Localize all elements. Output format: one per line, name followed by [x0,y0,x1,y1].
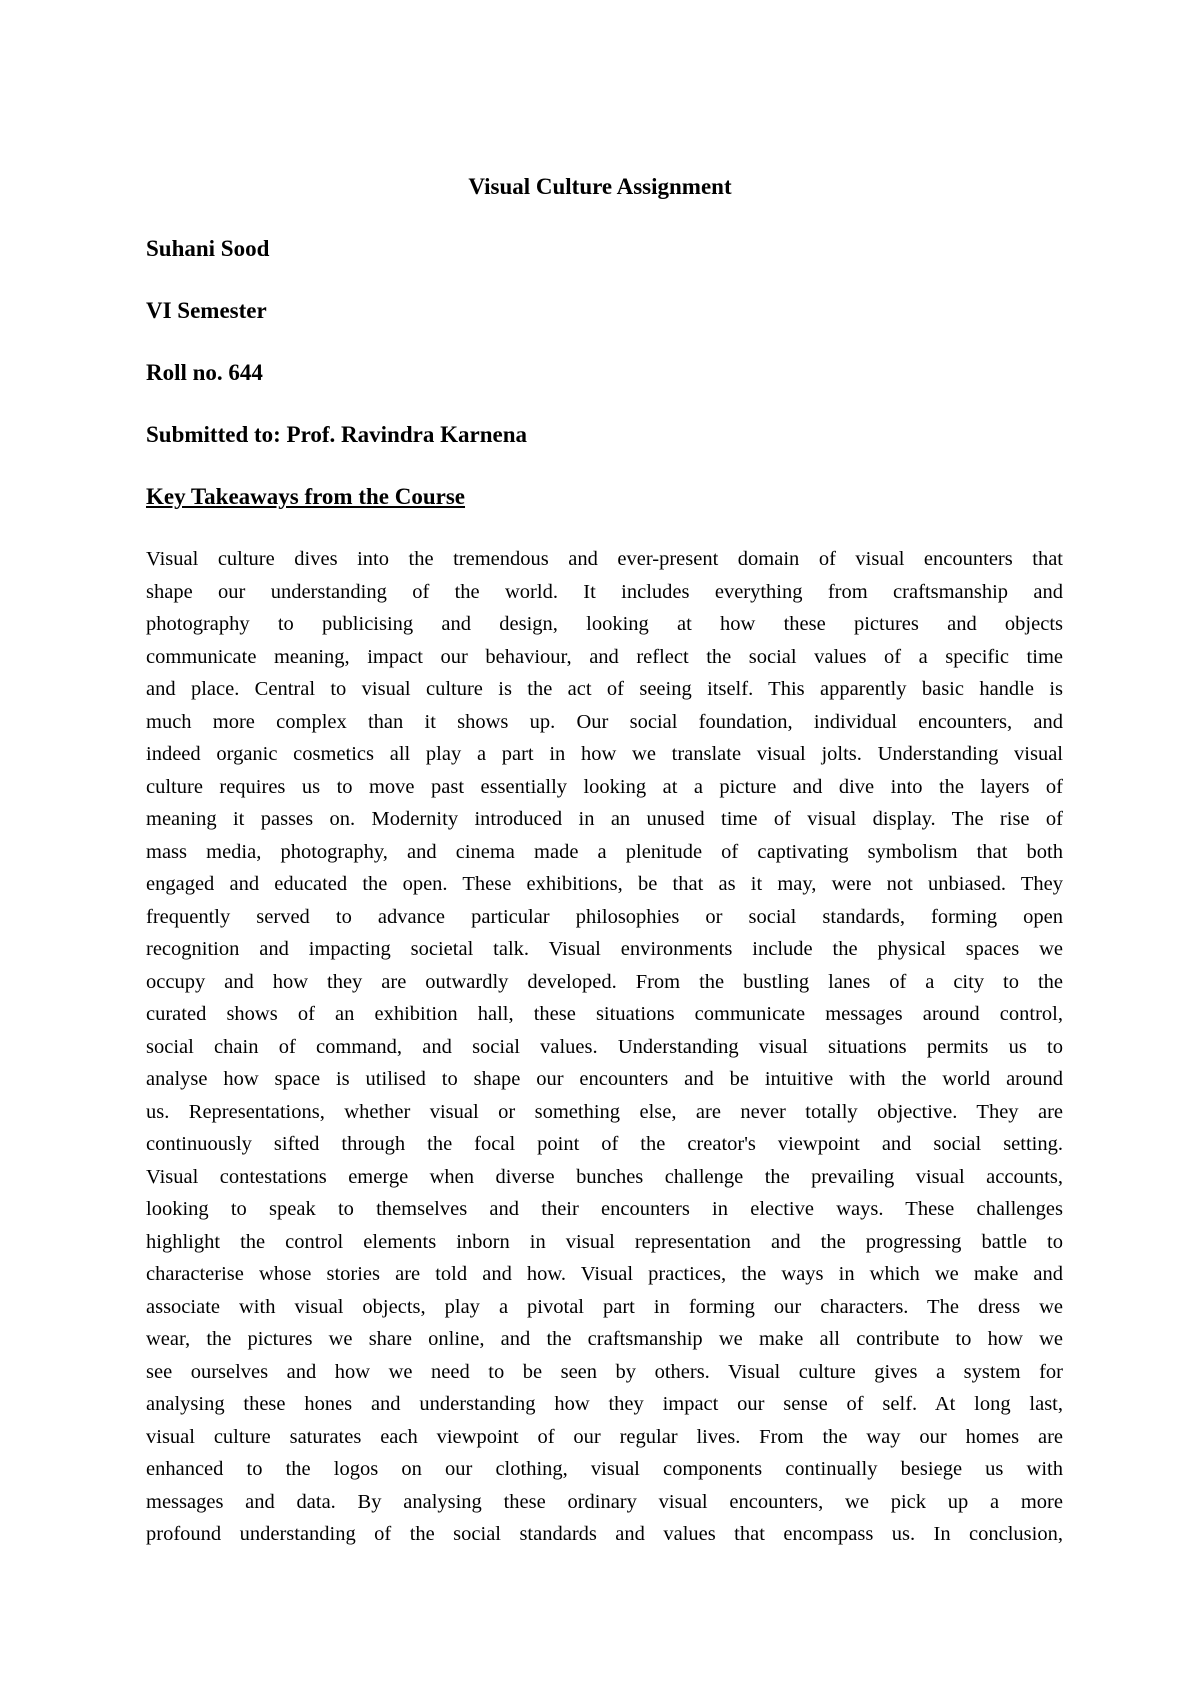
body-line: occupy and how they are outwardly developed. From the bustling lanes of a city to the [146,970,1063,993]
body-line: indeed organic cosmetics all play a part in how we translate visual jolts. Understanding visual [146,743,1063,765]
document-title: Visual Culture Assignment [468,174,732,199]
body-line: associate with visual objects, play a pivotal part in forming our characters. The dress we [146,1295,1063,1318]
body-line: mass media, photography, and cinema made a plenitude of captivating symbolism that both [146,840,1063,863]
section-heading: Key Takeaways from the Course [146,484,466,509]
body-line: recognition and impacting societal talk. Visual environments include the physical spaces we [146,938,1063,960]
body-line: wear, the pictures we share online, and the craftsmanship we make all contribute to how we [146,1328,1063,1350]
body-line: and place. Central to visual culture is the act of seeing itself. This apparently basic handle is [146,678,1063,700]
body-line: visual culture saturates each viewpoint of our regular lives. From the way our homes are [146,1425,1063,1448]
body-line: characterise whose stories are told and how. Visual practices, the ways in which we make and [146,1263,1063,1285]
submitted-to: Submitted to: Prof. Ravindra Karnena [146,422,527,447]
semester: VI Semester [146,298,267,323]
body-line: see ourselves and how we need to be seen by others. Visual culture gives a system for [146,1360,1063,1383]
body-line: engaged and educated the open. These exhibitions, be that as it may, were not unbiased. They [146,873,1063,895]
body-line: analysing these hones and understanding how they impact our sense of self. At long last, [146,1393,1063,1415]
body-line: communicate meaning, impact our behaviour, and reflect the social values of a specific time [146,645,1063,668]
body-line: much more complex than it shows up. Our social foundation, individual encounters, and [146,710,1063,733]
body-line: us. Representations, whether visual or something else, are never totally objective. They are [146,1100,1063,1123]
roll-number: Roll no. 644 [146,360,263,385]
body-line: looking to speak to themselves and their encounters in elective ways. These challenges [146,1198,1063,1220]
body-line: profound understanding of the social standards and values that encompass us. In conclusion, [146,1523,1063,1545]
body-line: messages and data. By analysing these ordinary visual encounters, we pick up a more [146,1490,1063,1513]
body-line: analyse how space is utilised to shape our encounters and be intuitive with the world around [146,1068,1063,1090]
body-line: Visual culture dives into the tremendous and ever-present domain of visual encounters that [146,548,1063,570]
body-line: culture requires us to move past essentially looking at a picture and dive into the layers of [146,775,1063,798]
body-line: social chain of command, and social values. Understanding visual situations permits us to [146,1035,1063,1058]
body-line: continuously sifted through the focal point of the creator's viewpoint and social setting. [146,1133,1063,1155]
body-line: meaning it passes on. Modernity introduced in an unused time of visual display. The rise of [146,808,1063,830]
body-line: shape our understanding of the world. It includes everything from craftsmanship and [146,580,1063,603]
body-paragraph [146,543,1063,1551]
body-line: Visual contestations emerge when diverse bunches challenge the prevailing visual accounts, [146,1165,1063,1188]
body-line: frequently served to advance particular philosophies or social standards, forming open [146,905,1063,928]
student-name: Suhani Sood [146,236,270,261]
body-line: photography to publicising and design, looking at how these pictures and objects [146,613,1063,635]
body-line: highlight the control elements inborn in visual representation and the progressing battle to [146,1230,1063,1253]
body-line: curated shows of an exhibition hall, these situations communicate messages around control, [146,1003,1063,1025]
body-line: enhanced to the logos on our clothing, visual components continually besiege us with [146,1458,1063,1480]
